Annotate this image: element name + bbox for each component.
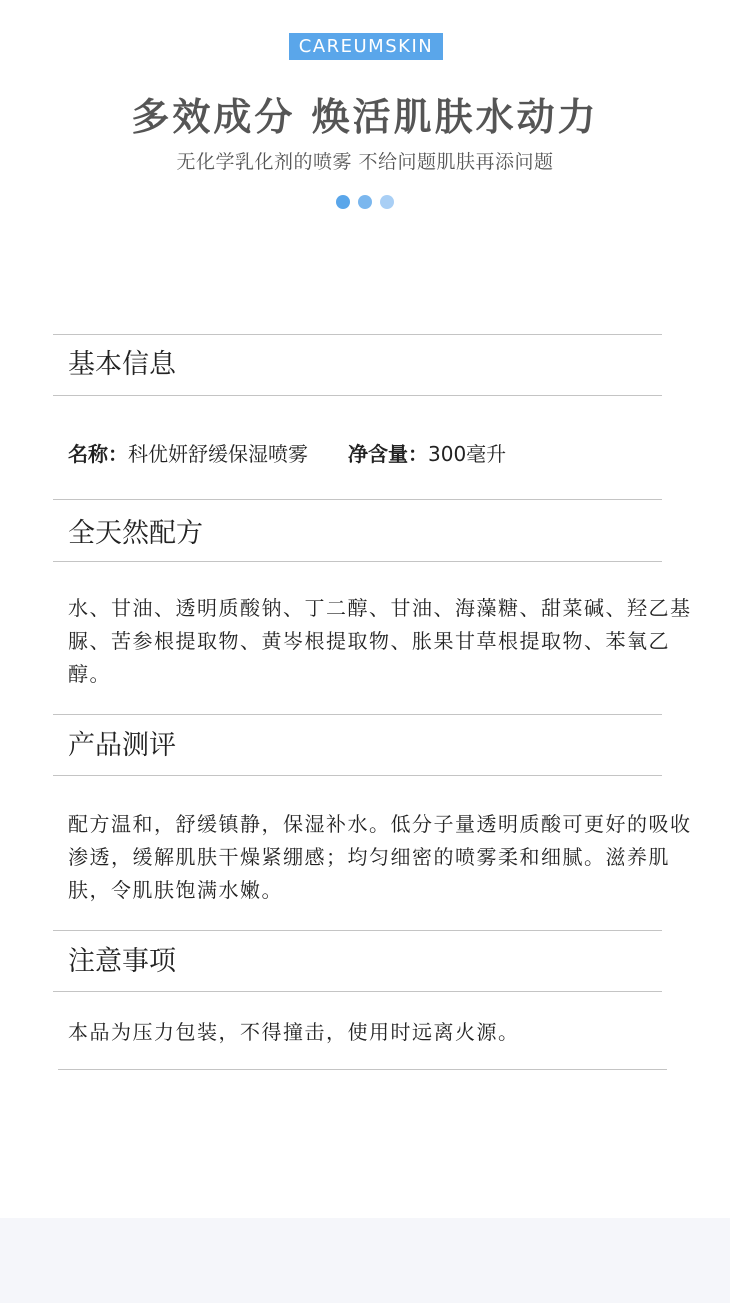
divider <box>53 714 662 715</box>
divider <box>53 775 662 776</box>
formula-text: 水、甘油、透明质酸钠、丁二醇、甘油、海藻糖、甜菜碱、羟乙基脲、苦参根提取物、黄岑根提取物、胀果甘草根提取物、苯氧乙醇。 <box>68 596 692 686</box>
hero-title: 多效成分 焕活肌肤水动力 <box>131 95 599 139</box>
notes-text: 本品为压力包装，不得撞击，使用时远离火源。 <box>68 1020 520 1044</box>
carousel-dot[interactable] <box>358 195 372 209</box>
section-title-basic-info: 基本信息 <box>68 349 176 380</box>
brand-badge: CAREUMSKIN <box>289 33 443 60</box>
section-title-notes: 注意事项 <box>68 946 176 977</box>
section-title-review: 产品测评 <box>68 730 176 761</box>
volume-value: 300毫升 <box>428 442 507 466</box>
carousel-dots <box>0 195 730 209</box>
divider <box>53 395 662 396</box>
divider <box>53 930 662 931</box>
basic-info-row <box>68 438 506 470</box>
section-title-formula: 全天然配方 <box>68 518 203 549</box>
name-label: 名称： <box>68 442 128 466</box>
divider <box>58 1069 667 1070</box>
divider <box>53 991 662 992</box>
divider <box>53 561 662 562</box>
carousel-dot[interactable] <box>380 195 394 209</box>
carousel-dot[interactable] <box>336 195 350 209</box>
volume-label: 净含量： <box>348 442 428 466</box>
footer-band <box>0 1218 730 1303</box>
divider <box>53 499 662 500</box>
divider <box>53 334 662 335</box>
name-value: 科优妍舒缓保湿喷雾 <box>128 442 308 466</box>
hero-subtitle: 无化学乳化剂的喷雾 不给问题肌肤再添问题 <box>176 151 554 173</box>
review-text: 配方温和，舒缓镇静，保湿补水。低分子量透明质酸可更好的吸收渗透，缓解肌肤干燥紧绷感；均匀细密的喷雾柔和细腻。滋养肌肤，令肌肤饱满水嫩。 <box>68 812 692 902</box>
